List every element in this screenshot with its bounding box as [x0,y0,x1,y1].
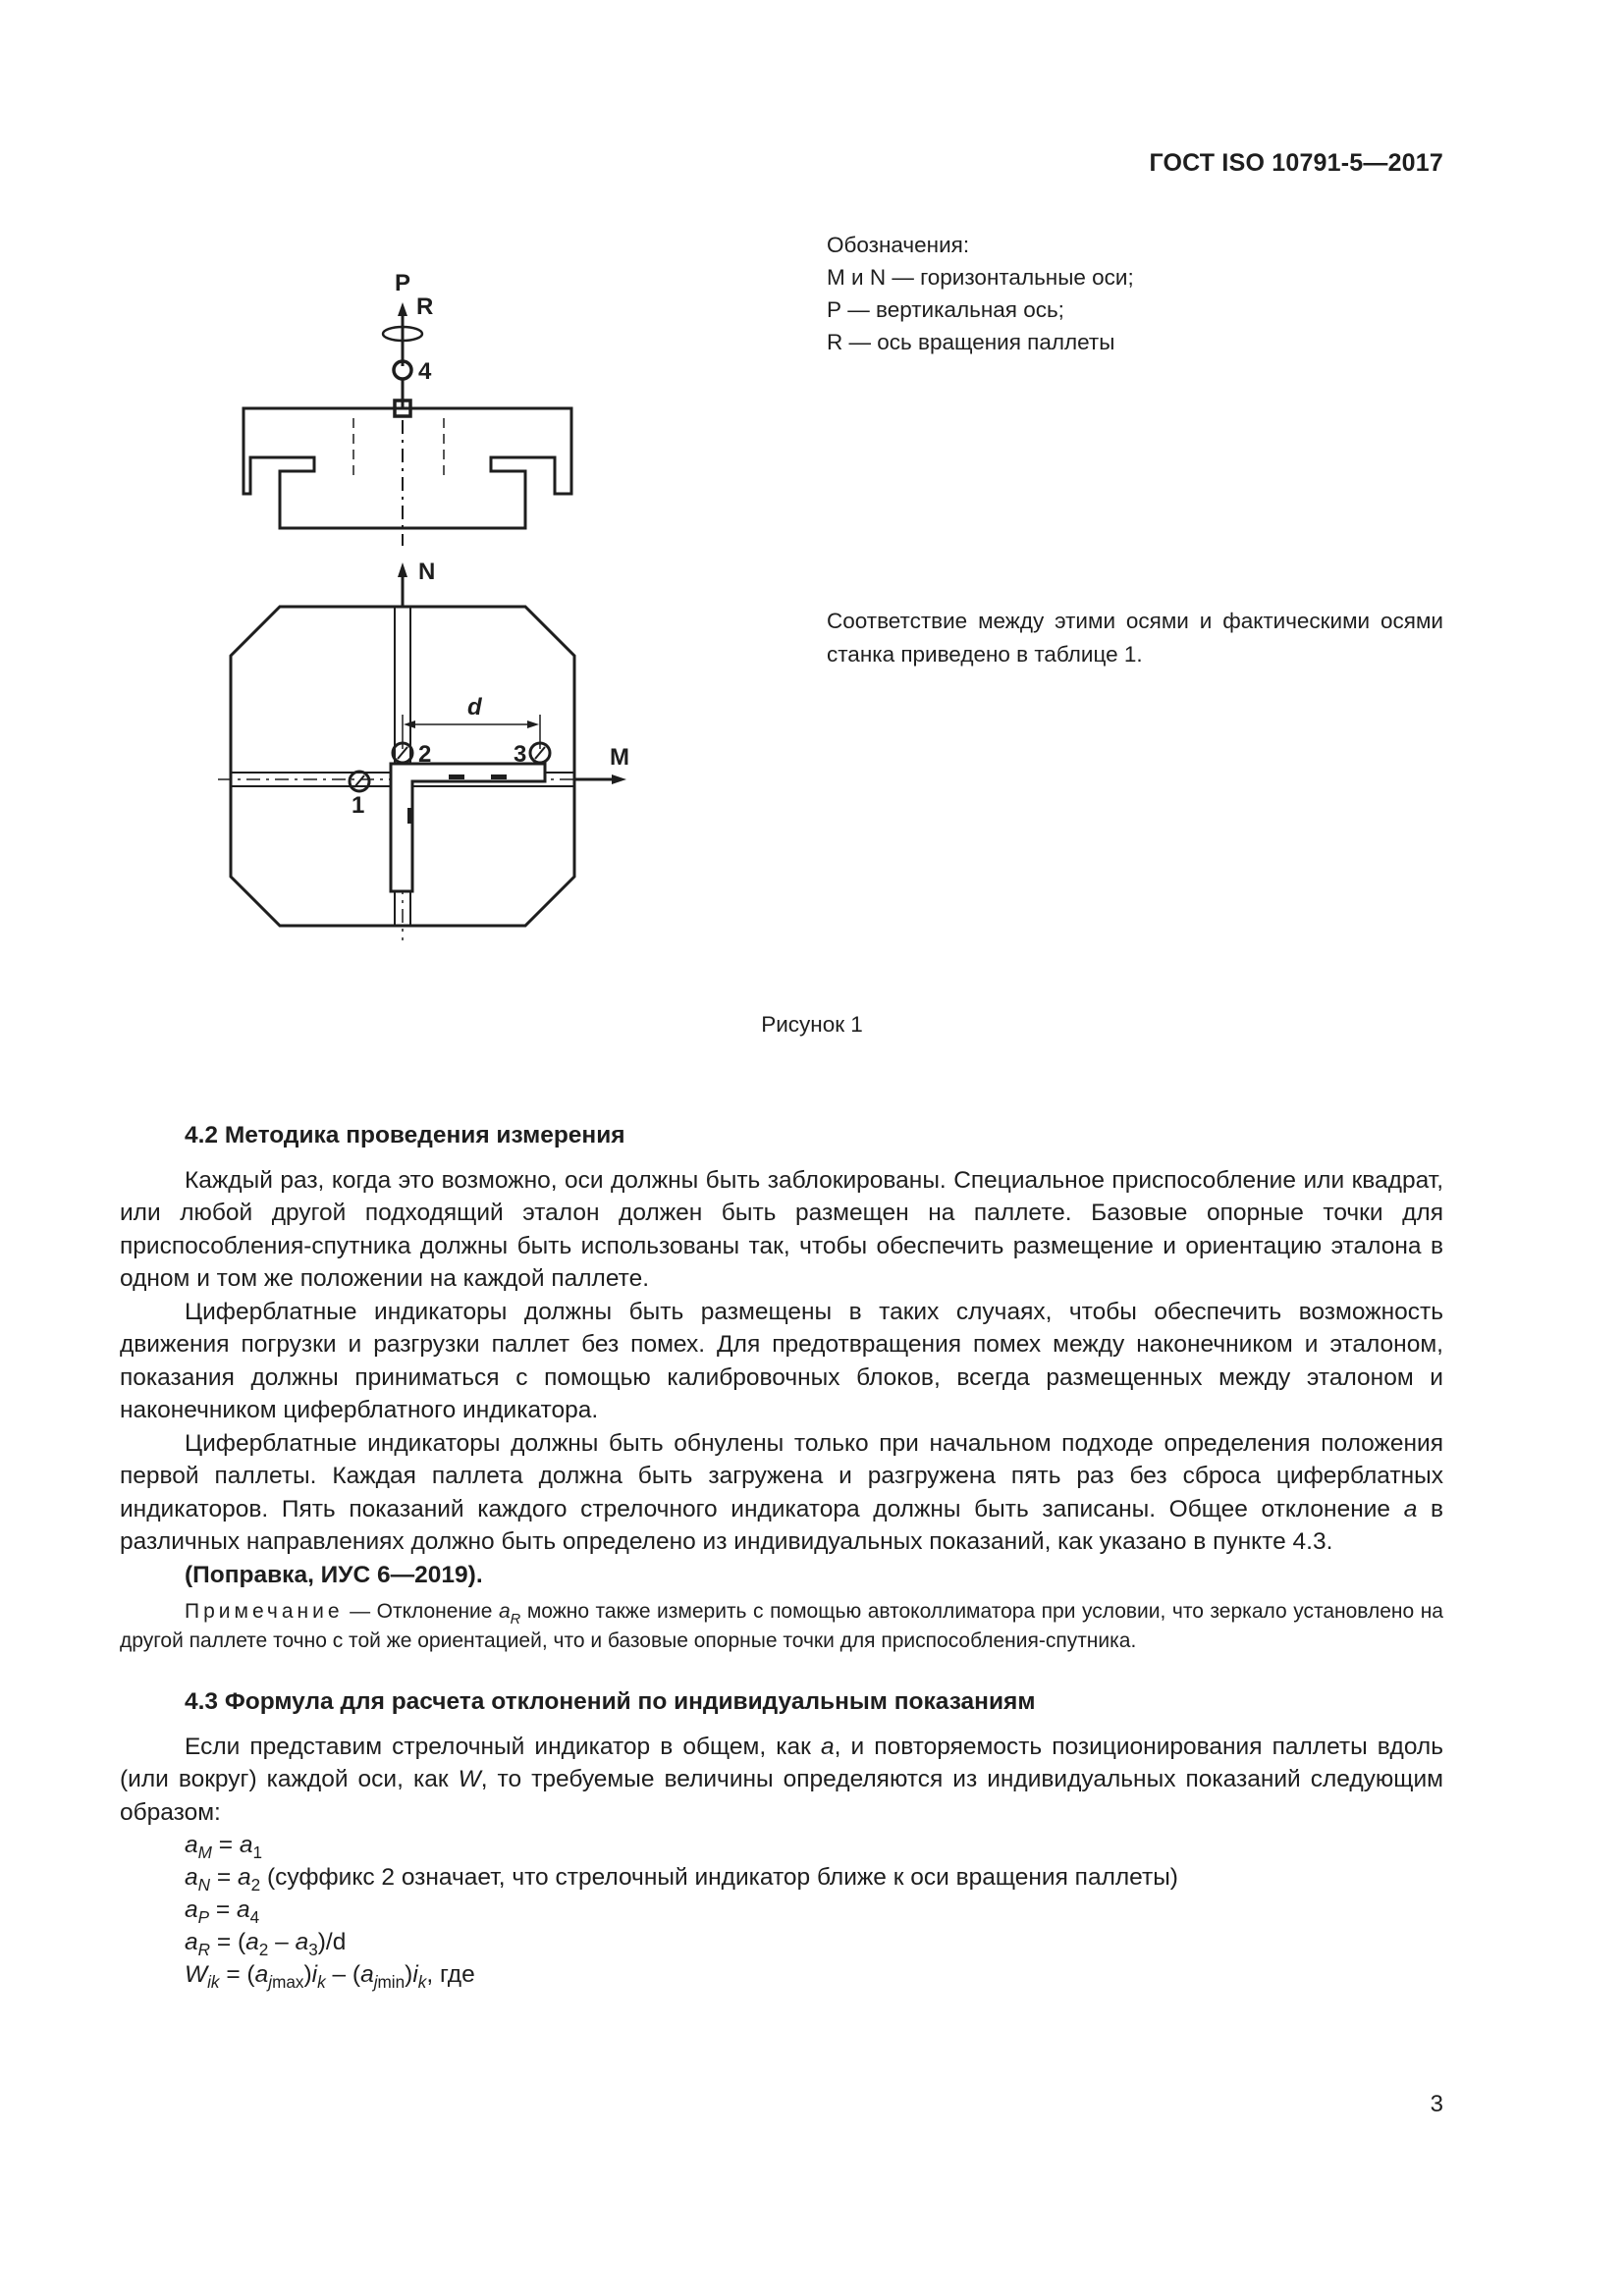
variable-w: W [458,1766,481,1792]
note-text: можно также измерить с помощью автоколлиматора при условии, что зеркало установлено на другой паллете точно с той же ориентацией, что и базовые опорные точки для приспособления-спутника. [120,1600,1443,1652]
legend-title: Обозначения: [827,233,970,257]
label-r: R [416,294,434,320]
paragraph-text: Циферблатные индикаторы должны быть обнулены только при начальном подходе определения положения первой паллеты. Каждая паллета должна быть загружена и разгружена пять раз без сброса циферблатных индикаторов. Пять показаний каждого стрелочного индикатора должны быть записаны. Общее отклонение [120,1429,1443,1522]
paragraph: Если представим стрелочный индикатор в общем, как а, и повторяемость позиционирования паллеты вдоль (или вокруг) каждой оси, как W, то требуемые величины определяются из индивидуальных показаний следующим образом: [120,1733,1443,1826]
gauge-block-3 [407,808,412,824]
note-lead: Примечание [185,1600,344,1623]
section-4-3-title: 4.3 Формула для расчета отклонений по индивидуальным показаниям [185,1688,1036,1715]
figure-caption: Рисунок 1 [761,1012,863,1037]
paragraph: Циферблатные индикаторы должны быть размещены в таких случаях, чтобы обеспечить возможность движения погрузки и разгрузки паллет без помех. Для предотвращения помех между наконечником и эталоном, показания должны приниматься с помощью калибровочных блоков, всегда размещенных между эталоном и наконечником циферблатного индикатора. [120,1298,1443,1423]
p-axis-arrow [398,302,407,316]
paragraph: Каждый раз, когда это возможно, оси должны быть заблокированы. Специальное приспособление или квадрат, или любой другой подходящий эталон должен быть размещен на паллете. Базовые опорные точки для приспособления-спутника должны быть использованы так, чтобы обеспечить размещение и ориентацию эталона в одном и том же положении на каждой паллете. [120,1166,1443,1292]
gauge-block-1 [449,774,464,779]
formula-ar: $a_R = (a_2 - a_3)/d$ [185,1929,347,1959]
label-d: d [467,694,482,721]
note-text: — Отклонение [343,1600,499,1623]
n-axis-arrow [398,562,407,577]
label-indicator-4: 4 [418,358,432,385]
label-p: P [395,270,411,296]
formula-list [185,1829,1443,1991]
formula-note: (суффикс 2 означает, что стрелочный индикатор ближе к оси вращения паллеты) [260,1864,1178,1891]
legend-item: Р — вертикальная ось; [827,297,1064,322]
dim-d-arrow-right [527,721,539,728]
figure-1-diagram [226,263,629,970]
m-axis-arrow [612,774,626,784]
document-header: ГОСТ ISO 10791-5—2017 [1149,149,1443,177]
variable-a: а [820,1733,835,1760]
paragraph-text: в различных направлениях должно быть определено из индивидуальных показаний, как указано в пункте 4.3. [120,1495,1444,1555]
formula-ap: $a_P = a_4$ [185,1896,260,1927]
label-n: N [418,559,436,585]
formula-w: $W_{ik} = (a_{jmax})i_k - (a_{jmin})i_k$, где [185,1961,475,1992]
amendment-reference: (Поправка, ИУС 6—2019). [185,1561,483,1588]
pallet-diagram-svg [226,263,629,970]
label-indicator-3: 3 [514,741,527,768]
figure-legend [827,229,1134,358]
legend-item: R — ось вращения паллеты [827,330,1115,354]
note [120,1597,1443,1656]
axes-correspondence-note: Соответствие между этими осями и фактическими осями станка приведено в таблице 1. [827,609,1443,667]
label-m: M [610,744,629,771]
legend-item: М и N — горизонтальные оси; [827,265,1134,290]
label-indicator-2: 2 [418,741,432,768]
reference-square [391,764,545,891]
variable-a: a [498,1600,511,1623]
pallet-side-profile [244,408,571,528]
formula-am: $a_M = a_1$ [185,1832,263,1862]
subscript: R [510,1612,521,1628]
paragraph [120,1427,1443,1559]
label-indicator-1: 1 [352,792,365,819]
variable-a: а [1403,1495,1418,1522]
formula-an: $a_N = a_2$ (суффикс 2 означает, что стрелочный индикатор ближе к оси вращения паллеты) [185,1864,1178,1895]
gauge-block-2 [491,774,507,779]
page-number: 3 [1430,2091,1443,2117]
document-body [120,1119,1443,1991]
section-4-2-title: 4.2 Методика проведения измерения [185,1122,625,1148]
